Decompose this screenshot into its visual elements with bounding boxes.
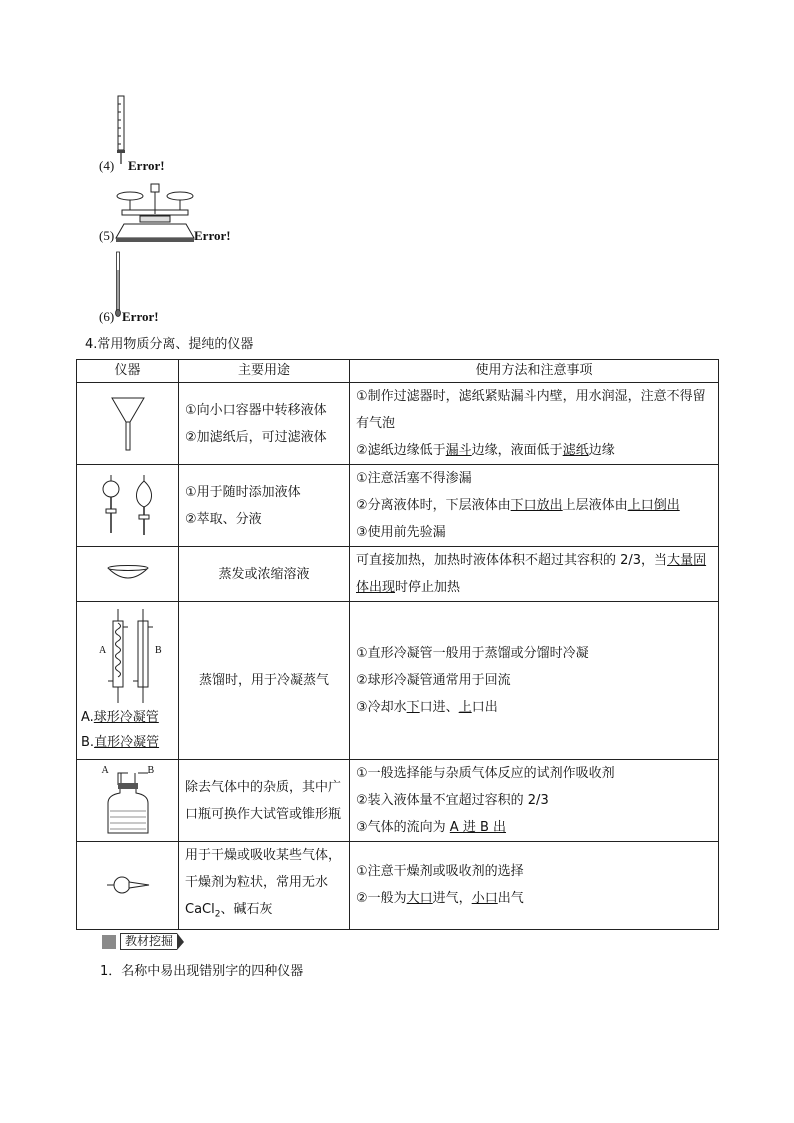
note-text: 口进、 — [419, 700, 459, 715]
use-line: ①用于随时添加液体 — [185, 484, 301, 500]
note-underlined: 下口放出 — [510, 498, 563, 513]
burette-icon — [113, 94, 129, 166]
instrument-cell — [77, 383, 179, 465]
note-text: 边缘，液面低于 — [471, 443, 563, 458]
note-line: ①一般选择能与杂质气体反应的试剂作吸收剂 — [356, 766, 615, 781]
instrument-cell — [77, 602, 179, 760]
use-cell: 蒸馏时，用于冷凝蒸气 — [179, 602, 350, 760]
tag-label: 教材挖掘 — [120, 933, 177, 950]
condenser-a-label — [81, 705, 174, 730]
note-underlined: 上口倒出 — [627, 498, 680, 513]
note-text: 出气 — [497, 891, 524, 907]
use-line: ②加滤纸后，可过滤液体 — [185, 429, 327, 445]
note-text: 进气， — [432, 891, 472, 907]
header-instrument: 仪器 — [77, 360, 179, 383]
instrument-cell — [77, 547, 179, 602]
note-underlined: 大口 — [406, 891, 433, 907]
instrument-cell — [77, 842, 179, 930]
label-prefix: B. — [81, 734, 95, 750]
note-line: ③使用前先验漏 — [356, 525, 446, 540]
item-5-error: Error! — [194, 228, 231, 243]
table-row — [77, 842, 719, 930]
separatory-funnel-icon — [93, 473, 163, 539]
note-line: ②球形冷凝管通常用于回流 — [356, 673, 511, 688]
note-line: ①注意干燥剂或吸收剂的选择 — [356, 864, 524, 880]
tag-square-icon — [102, 935, 116, 949]
label-underlined: 球形冷凝管 — [93, 709, 159, 725]
instrument-table — [76, 359, 719, 930]
notes-cell — [350, 842, 719, 930]
funnel-icon — [108, 394, 148, 454]
use-cell: 蒸发或浓缩溶液 — [179, 547, 350, 602]
section-tag — [102, 933, 177, 950]
note-text: ③冷却水 — [356, 700, 407, 715]
bottle-label-a-icon-text: A — [101, 764, 109, 776]
use-cell — [179, 842, 350, 930]
note-underlined: 小口 — [471, 891, 498, 907]
note-underlined: 滤纸 — [562, 443, 589, 458]
use-cell — [179, 465, 350, 547]
note-text: 边缘 — [588, 443, 615, 458]
table-row — [77, 602, 719, 760]
evaporating-dish-icon — [106, 564, 150, 584]
note-line — [356, 694, 712, 721]
instrument-cell — [77, 465, 179, 547]
note-text: ②滤纸边缘低于 — [356, 443, 446, 458]
note-text: ③气体的流向为 — [356, 820, 446, 835]
item-6-number: (6) — [99, 309, 115, 324]
use-line: ①向小口容器中转移液体 — [185, 402, 327, 418]
label-underlined: 直形冷凝管 — [94, 734, 160, 750]
condenser-label-a-icon-text: A — [99, 644, 107, 656]
notes-cell — [350, 602, 719, 760]
note-line: ①注意活塞不得渗漏 — [356, 471, 472, 486]
use-cell: 除去气体中的杂质，其中广口瓶可换作大试管或锥形瓶 — [179, 760, 350, 842]
note-underlined: 漏斗 — [445, 443, 472, 458]
use-text: 用于干燥或吸收某些气体，干燥剂为粒状，常用无水 CaCl — [185, 848, 342, 917]
note-text: 口出 — [471, 700, 498, 715]
condenser-label-b-icon-text: B — [155, 644, 162, 656]
bottle-label-b-icon-text: B — [147, 764, 155, 776]
notes-cell — [350, 547, 719, 602]
notes-cell — [350, 465, 719, 547]
table-row — [77, 760, 719, 842]
note-text: 可直接加热，加热时液体体积不超过其容积的 2/3，当 — [356, 553, 668, 568]
balance-icon — [114, 180, 196, 244]
note-line: ①直形冷凝管一般用于蒸馏或分馏时冷凝 — [356, 646, 589, 661]
footer-line: 1．名称中易出现错别字的四种仪器 — [100, 964, 304, 979]
use-line: ②萃取、分液 — [185, 511, 262, 527]
table-row — [77, 547, 719, 602]
item-6-error: Error! — [122, 309, 159, 324]
item-4-number: (4) — [99, 158, 115, 173]
use-subscript: 2 — [214, 909, 221, 920]
instrument-cell — [77, 760, 179, 842]
note-underlined: A 进 B 出 — [449, 820, 507, 835]
note-line — [356, 437, 712, 464]
table-row — [77, 465, 719, 547]
table-row — [77, 383, 719, 465]
table-header-row — [77, 360, 719, 383]
thermometer-icon — [114, 250, 122, 318]
use-cell — [179, 383, 350, 465]
condenser-b-label — [81, 730, 174, 755]
note-text: 上层液体由 — [562, 498, 628, 513]
note-underlined: 上 — [458, 700, 472, 715]
header-notes: 使用方法和注意事项 — [350, 360, 719, 383]
note-line: ①制作过滤器时，滤纸紧贴漏斗内壁，用水润湿，注意不得留有气泡 — [356, 389, 706, 431]
note-line — [356, 885, 712, 912]
item-5-number: (5) — [99, 228, 115, 243]
note-line — [356, 492, 712, 519]
note-text: 时停止加热 — [395, 580, 461, 595]
notes-cell — [350, 760, 719, 842]
note-text: ②一般为 — [356, 891, 407, 907]
note-line — [356, 814, 712, 841]
note-line: ②装入液体量不宜超过容积的 2/3 — [356, 793, 549, 808]
item-4-error: Error! — [128, 158, 165, 173]
drying-tube-icon — [105, 873, 151, 897]
use-text: 、碱石灰 — [220, 902, 273, 917]
header-use: 主要用途 — [179, 360, 350, 383]
label-prefix: A. — [81, 709, 94, 725]
note-text: ②分离液体时，下层液体由 — [356, 498, 511, 513]
notes-cell — [350, 383, 719, 465]
section-title: 4.常用物质分离、提纯的仪器 — [85, 337, 254, 352]
note-underlined: 下 — [406, 700, 420, 715]
note-underlined: 大量固体出现 — [356, 553, 707, 595]
